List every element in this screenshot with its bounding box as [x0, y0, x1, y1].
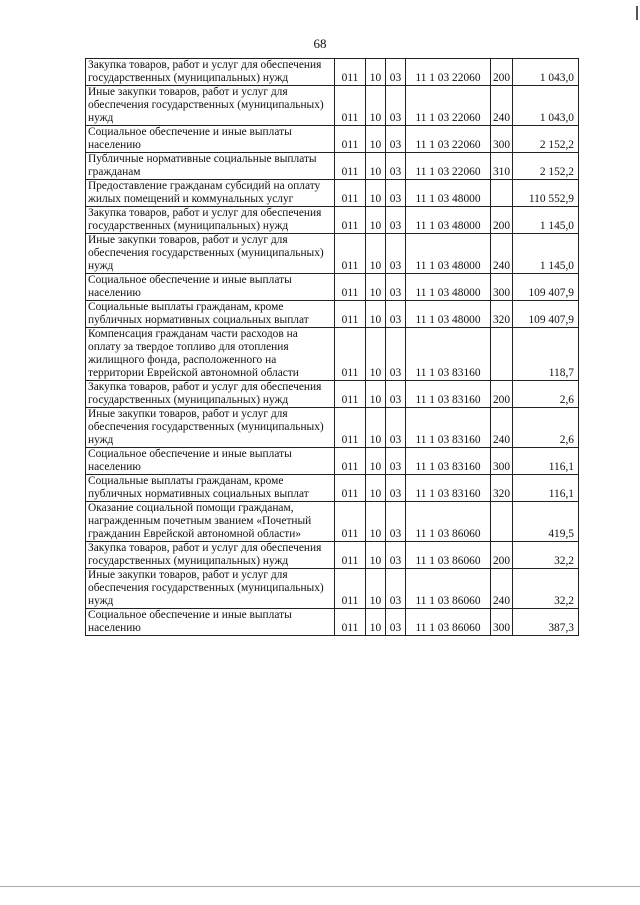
- table-row: [86, 301, 579, 328]
- subsection-code-cell: 03: [386, 381, 406, 408]
- amount-cell: 419,5: [513, 502, 579, 542]
- amount-cell: 109 407,9: [513, 274, 579, 301]
- expense-type-cell: 200: [491, 542, 513, 569]
- ministry-code-cell: 011: [335, 542, 366, 569]
- amount-cell: 1 043,0: [513, 59, 579, 86]
- ministry-code-cell: 011: [335, 475, 366, 502]
- subsection-code-cell: 03: [386, 86, 406, 126]
- expense-type-cell: [491, 180, 513, 207]
- section-code-cell: 10: [366, 381, 386, 408]
- row-name-cell: Закупка товаров, работ и услуг для обеспечения государственных (муниципальных) нужд: [86, 381, 335, 408]
- table-row: [86, 126, 579, 153]
- row-name-cell: Закупка товаров, работ и услуг для обеспечения государственных (муниципальных) нужд: [86, 207, 335, 234]
- section-code-cell: 10: [366, 448, 386, 475]
- expense-type-cell: 310: [491, 153, 513, 180]
- ministry-code-cell: 011: [335, 234, 366, 274]
- table-row: [86, 207, 579, 234]
- target-article-cell: 11 1 03 86060: [406, 569, 491, 609]
- subsection-code-cell: 03: [386, 153, 406, 180]
- expense-type-cell: 300: [491, 609, 513, 636]
- scan-edge-mark: [636, 6, 638, 20]
- row-name-cell: Закупка товаров, работ и услуг для обеспечения государственных (муниципальных) нужд: [86, 59, 335, 86]
- row-name-cell: Иные закупки товаров, работ и услуг для обеспечения государственных (муниципальных) нужд: [86, 408, 335, 448]
- target-article-cell: 11 1 03 48000: [406, 207, 491, 234]
- subsection-code-cell: 03: [386, 475, 406, 502]
- subsection-code-cell: 03: [386, 542, 406, 569]
- expense-type-cell: 320: [491, 475, 513, 502]
- row-name-cell: Социальные выплаты гражданам, кроме публичных нормативных социальных выплат: [86, 301, 335, 328]
- expense-type-cell: 300: [491, 274, 513, 301]
- row-name-cell: Иные закупки товаров, работ и услуг для обеспечения государственных (муниципальных) нужд: [86, 569, 335, 609]
- table-row: [86, 59, 579, 86]
- row-name-cell: Социальное обеспечение и иные выплаты населению: [86, 274, 335, 301]
- section-code-cell: 10: [366, 301, 386, 328]
- subsection-code-cell: 03: [386, 609, 406, 636]
- subsection-code-cell: 03: [386, 234, 406, 274]
- row-name-cell: Иные закупки товаров, работ и услуг для обеспечения государственных (муниципальных) нужд: [86, 234, 335, 274]
- table-row: [86, 569, 579, 609]
- subsection-code-cell: 03: [386, 207, 406, 234]
- subsection-code-cell: 03: [386, 328, 406, 381]
- amount-cell: 387,3: [513, 609, 579, 636]
- amount-cell: 116,1: [513, 448, 579, 475]
- table-row: [86, 274, 579, 301]
- table-row: [86, 180, 579, 207]
- table-row: [86, 609, 579, 636]
- amount-cell: 2 152,2: [513, 153, 579, 180]
- section-code-cell: 10: [366, 59, 386, 86]
- ministry-code-cell: 011: [335, 274, 366, 301]
- subsection-code-cell: 03: [386, 448, 406, 475]
- section-code-cell: 10: [366, 86, 386, 126]
- target-article-cell: 11 1 03 48000: [406, 180, 491, 207]
- amount-cell: 2,6: [513, 381, 579, 408]
- amount-cell: 1 145,0: [513, 207, 579, 234]
- target-article-cell: 11 1 03 22060: [406, 59, 491, 86]
- expense-type-cell: [491, 502, 513, 542]
- section-code-cell: 10: [366, 502, 386, 542]
- section-code-cell: 10: [366, 542, 386, 569]
- table-row: [86, 153, 579, 180]
- ministry-code-cell: 011: [335, 86, 366, 126]
- table-row: [86, 86, 579, 126]
- table-row: [86, 234, 579, 274]
- budget-table-body: [86, 59, 579, 636]
- expense-type-cell: 300: [491, 126, 513, 153]
- ministry-code-cell: 011: [335, 153, 366, 180]
- table-row: [86, 542, 579, 569]
- target-article-cell: 11 1 03 22060: [406, 86, 491, 126]
- subsection-code-cell: 03: [386, 274, 406, 301]
- target-article-cell: 11 1 03 83160: [406, 381, 491, 408]
- section-code-cell: 10: [366, 180, 386, 207]
- table-row: [86, 502, 579, 542]
- ministry-code-cell: 011: [335, 609, 366, 636]
- subsection-code-cell: 03: [386, 569, 406, 609]
- section-code-cell: 10: [366, 328, 386, 381]
- ministry-code-cell: 011: [335, 448, 366, 475]
- table-row: [86, 381, 579, 408]
- amount-cell: 109 407,9: [513, 301, 579, 328]
- amount-cell: 116,1: [513, 475, 579, 502]
- row-name-cell: Социальное обеспечение и иные выплаты населению: [86, 609, 335, 636]
- section-code-cell: 10: [366, 153, 386, 180]
- expense-type-cell: 320: [491, 301, 513, 328]
- subsection-code-cell: 03: [386, 59, 406, 86]
- expense-type-cell: 240: [491, 86, 513, 126]
- row-name-cell: Закупка товаров, работ и услуг для обеспечения государственных (муниципальных) нужд: [86, 542, 335, 569]
- amount-cell: 110 552,9: [513, 180, 579, 207]
- page-number: 68: [313, 36, 327, 51]
- expense-type-cell: 200: [491, 207, 513, 234]
- subsection-code-cell: 03: [386, 301, 406, 328]
- target-article-cell: 11 1 03 86060: [406, 502, 491, 542]
- section-code-cell: 10: [366, 234, 386, 274]
- ministry-code-cell: 011: [335, 381, 366, 408]
- target-article-cell: 11 1 03 83160: [406, 328, 491, 381]
- table-row: [86, 448, 579, 475]
- row-name-cell: Оказание социальной помощи гражданам, награжденным почетным званием «Почетный гражданин Еврейской автономной области»: [86, 502, 335, 542]
- row-name-cell: Публичные нормативные социальные выплаты гражданам: [86, 153, 335, 180]
- subsection-code-cell: 03: [386, 408, 406, 448]
- row-name-cell: Социальное обеспечение и иные выплаты населению: [86, 448, 335, 475]
- table-row: [86, 408, 579, 448]
- target-article-cell: 11 1 03 22060: [406, 153, 491, 180]
- scan-bottom-line: [0, 886, 640, 887]
- section-code-cell: 10: [366, 207, 386, 234]
- target-article-cell: 11 1 03 83160: [406, 475, 491, 502]
- amount-cell: 32,2: [513, 542, 579, 569]
- ministry-code-cell: 011: [335, 502, 366, 542]
- section-code-cell: 10: [366, 408, 386, 448]
- section-code-cell: 10: [366, 569, 386, 609]
- ministry-code-cell: 011: [335, 180, 366, 207]
- row-name-cell: Иные закупки товаров, работ и услуг для обеспечения государственных (муниципальных) нужд: [86, 86, 335, 126]
- target-article-cell: 11 1 03 83160: [406, 408, 491, 448]
- ministry-code-cell: 011: [335, 328, 366, 381]
- ministry-code-cell: 011: [335, 59, 366, 86]
- expense-type-cell: 300: [491, 448, 513, 475]
- expense-type-cell: 240: [491, 234, 513, 274]
- expense-type-cell: 240: [491, 569, 513, 609]
- section-code-cell: 10: [366, 126, 386, 153]
- amount-cell: 1 145,0: [513, 234, 579, 274]
- ministry-code-cell: 011: [335, 408, 366, 448]
- section-code-cell: 10: [366, 475, 386, 502]
- section-code-cell: 10: [366, 274, 386, 301]
- ministry-code-cell: 011: [335, 207, 366, 234]
- amount-cell: 32,2: [513, 569, 579, 609]
- section-code-cell: 10: [366, 609, 386, 636]
- expense-type-cell: [491, 328, 513, 381]
- subsection-code-cell: 03: [386, 126, 406, 153]
- budget-table: [85, 58, 579, 636]
- target-article-cell: 11 1 03 48000: [406, 301, 491, 328]
- expense-type-cell: 200: [491, 381, 513, 408]
- row-name-cell: Компенсация гражданам части расходов на оплату за твердое топливо для отопления жилищного фонда, расположенного на территории Еврейской автономной области: [86, 328, 335, 381]
- expense-type-cell: 200: [491, 59, 513, 86]
- subsection-code-cell: 03: [386, 502, 406, 542]
- ministry-code-cell: 011: [335, 569, 366, 609]
- row-name-cell: Социальное обеспечение и иные выплаты населению: [86, 126, 335, 153]
- amount-cell: 2 152,2: [513, 126, 579, 153]
- subsection-code-cell: 03: [386, 180, 406, 207]
- target-article-cell: 11 1 03 86060: [406, 542, 491, 569]
- amount-cell: 118,7: [513, 328, 579, 381]
- table-row: [86, 475, 579, 502]
- amount-cell: 2,6: [513, 408, 579, 448]
- ministry-code-cell: 011: [335, 126, 366, 153]
- ministry-code-cell: 011: [335, 301, 366, 328]
- row-name-cell: Социальные выплаты гражданам, кроме публичных нормативных социальных выплат: [86, 475, 335, 502]
- target-article-cell: 11 1 03 48000: [406, 234, 491, 274]
- table-row: [86, 328, 579, 381]
- target-article-cell: 11 1 03 48000: [406, 274, 491, 301]
- target-article-cell: 11 1 03 86060: [406, 609, 491, 636]
- target-article-cell: 11 1 03 22060: [406, 126, 491, 153]
- row-name-cell: Предоставление гражданам субсидий на оплату жилых помещений и коммунальных услуг: [86, 180, 335, 207]
- expense-type-cell: 240: [491, 408, 513, 448]
- amount-cell: 1 043,0: [513, 86, 579, 126]
- target-article-cell: 11 1 03 83160: [406, 448, 491, 475]
